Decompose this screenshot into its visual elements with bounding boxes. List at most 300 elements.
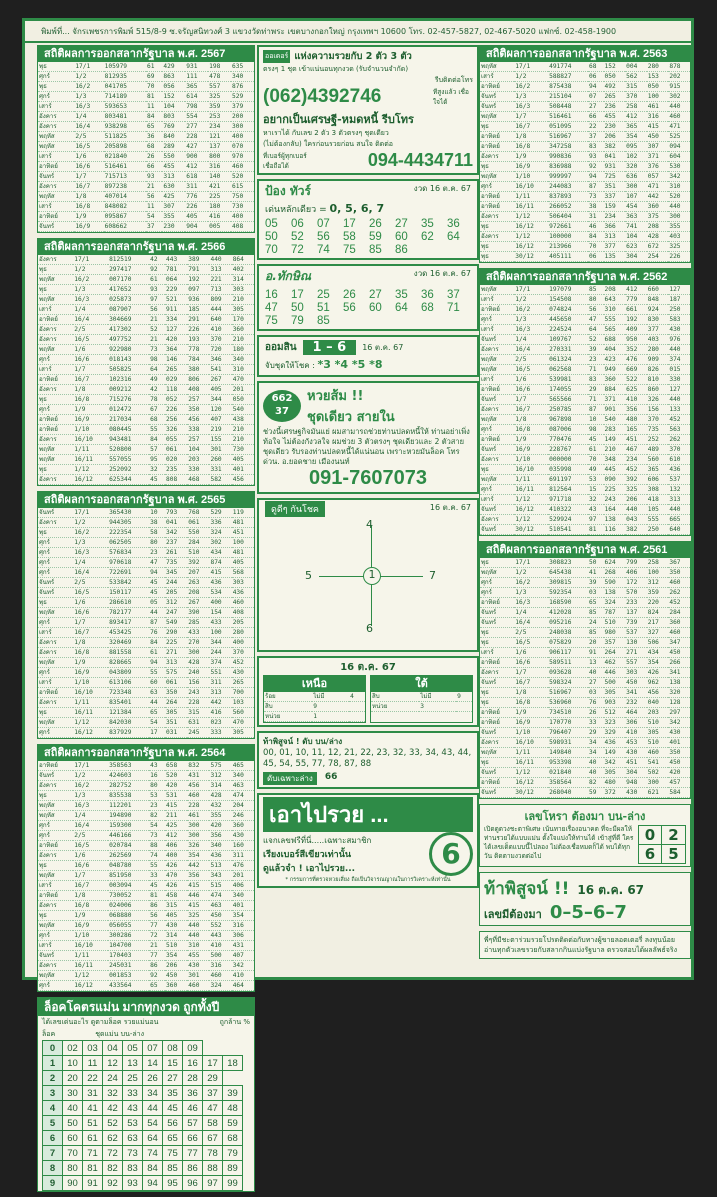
table-cell: 180 [208, 202, 231, 212]
table-cell: 041 [165, 518, 187, 528]
pong-lead-digits: 0, 5, 6, 7 [329, 202, 385, 215]
table-cell: 300 [187, 831, 209, 841]
table-cell: 552 [209, 921, 231, 931]
table-cell: 1/6 [73, 598, 108, 608]
table-cell: 262569 [108, 851, 149, 861]
table-cell: 116 [604, 525, 626, 535]
table-cell: 338 [187, 425, 209, 435]
table-cell: 021840 [104, 152, 146, 162]
table-cell: 948 [625, 778, 647, 788]
table-cell: 94 [149, 658, 165, 668]
table-cell: 420 [668, 768, 690, 778]
table-cell: 16/3 [514, 325, 548, 335]
table-cell: พฤหัส [38, 608, 73, 618]
table-cell: 860 [647, 385, 669, 395]
table-cell: ศุกร์ [38, 618, 73, 628]
table-row [38, 608, 254, 618]
table-cell: 302 [668, 92, 690, 102]
table-cell: 534 [209, 588, 231, 598]
table-cell: 201 [232, 871, 254, 881]
table-cell: 204 [232, 801, 254, 811]
table-cell: 491774 [548, 62, 588, 72]
lock-subtitle-left: ได้เลขเด่นอะไร ดูตามล็อค รวยแม่นอน [42, 1018, 159, 1026]
stat-table [480, 62, 690, 262]
table-cell: อังคาร [38, 961, 73, 971]
table-cell: เสาร์ [480, 325, 514, 335]
phone-1-note: ทีสูงแล้ว เชื่อใจได้ [433, 88, 469, 106]
table-cell: 418 [647, 495, 669, 505]
table-cell: 440 [668, 395, 690, 405]
table-cell: 27 [588, 678, 603, 688]
table-cell: 94 [588, 82, 603, 92]
table-cell: 84 [149, 435, 165, 445]
table-cell: อาทิตย์ [38, 375, 73, 385]
table-cell: 512 [604, 708, 626, 718]
table-cell: 280 [647, 62, 669, 72]
table-row [38, 295, 254, 305]
proof-special-value: 66 [324, 772, 338, 782]
lock-pair: 61 [83, 1131, 103, 1146]
table-cell: 800 [208, 152, 231, 162]
table-cell: 16/12 [514, 222, 548, 232]
table-cell: 354 [187, 851, 209, 861]
table-cell: พฤหัส [38, 921, 73, 931]
table-cell: 533842 [108, 578, 149, 588]
lock-subtitle-right: ถูกล้าน % [219, 1018, 250, 1026]
table-cell: 962 [647, 678, 669, 688]
table-cell: เสาร์ [38, 202, 74, 212]
table-cell: พฤหัส [480, 112, 514, 122]
omsin-sub-digits: *3 *4 *5 *8 [317, 358, 383, 371]
table-cell: 669 [625, 365, 647, 375]
table-cell: 541 [209, 365, 231, 375]
cross-top: 4 [366, 518, 373, 531]
table-cell: พฤหัส [38, 811, 73, 821]
rich-line1: แจกเลขฟรีที่นี่.....เฉพาะสมาชิก [263, 835, 372, 845]
omsin-range: 1 – 6 [303, 340, 357, 355]
table-cell: 61 [588, 445, 603, 455]
table-cell: 460 [232, 598, 254, 608]
huay-phone[interactable]: 091-7607073 [309, 467, 427, 489]
table-cell: 266052 [548, 202, 588, 212]
table-cell: 980 [604, 628, 626, 638]
table-cell: 103 [232, 698, 254, 708]
table-cell: 461 [187, 811, 209, 821]
lock-col-title: ชุดแม่น บน-ล่าง [95, 1030, 145, 1038]
table-cell: 400 [232, 638, 254, 648]
table-cell: 356 [209, 831, 231, 841]
stat-table [480, 558, 690, 798]
table-cell: 256 [165, 415, 187, 425]
table-cell: เสาร์ [480, 72, 514, 82]
table-cell: 057 [647, 172, 669, 182]
lock-pair: 24 [103, 1071, 123, 1086]
table-cell: 168590 [548, 598, 588, 608]
table-cell: 97 [588, 515, 603, 525]
table-row [480, 192, 690, 202]
table-cell: พฤหัส [38, 658, 73, 668]
table-cell: 342 [165, 528, 187, 538]
lock-pair: 71 [83, 1146, 103, 1161]
table-cell: จันทร์ [480, 335, 514, 345]
table-cell: 950 [625, 335, 647, 345]
table-cell: 64 [149, 365, 165, 375]
omsin-box [257, 335, 479, 377]
table-cell: ศุกร์ [480, 588, 514, 598]
table-cell: 1/3 [514, 315, 548, 325]
table-cell: 510 [647, 738, 669, 748]
table-cell: 1/10 [73, 425, 108, 435]
table-cell: 922980 [108, 345, 149, 355]
table-cell: 1/4 [514, 335, 548, 345]
table-cell: 576834 [108, 548, 149, 558]
table-cell: 741 [625, 222, 647, 232]
lucky-number: 60 [369, 302, 382, 314]
table-row [480, 315, 690, 325]
table-cell: 313 [604, 232, 626, 242]
table-cell: 405 [165, 911, 187, 921]
table-cell: 020 [165, 455, 187, 465]
table-cell: 809 [209, 295, 231, 305]
table-row [38, 961, 254, 971]
table-cell: 781 [165, 265, 187, 275]
table-cell: 300 [668, 212, 690, 222]
table-cell: 430 [187, 961, 209, 971]
lucky-number: 86 [395, 244, 408, 256]
table-cell: 700 [232, 688, 254, 698]
table-cell: 334 [165, 315, 187, 325]
lock-pair: 15 [163, 1056, 183, 1071]
lucky-number: 52 [291, 231, 304, 243]
table-cell: 185 [187, 305, 209, 315]
table-cell: ไม่มี [419, 692, 456, 702]
table-cell: 520 [231, 172, 254, 182]
table-cell: 420 [165, 335, 187, 345]
table-cell: 803 [162, 112, 185, 122]
table-cell: 043 [625, 515, 647, 525]
table-cell: 310 [232, 365, 254, 375]
table-cell: 30/12 [514, 252, 548, 262]
table-cell: 730 [232, 445, 254, 455]
lock-pair: 05 [123, 1041, 143, 1056]
table-cell: พฤหัส [480, 475, 514, 485]
table-cell: 210 [232, 425, 254, 435]
table-cell: อาทิตย์ [480, 598, 514, 608]
ajarn-box [257, 264, 479, 331]
table-cell: 121384 [108, 708, 149, 718]
table-row [38, 345, 254, 355]
table-cell: 1 [312, 712, 349, 722]
contact-line2: ตรงๆ 1 ชุด เข้าแน่นอนทุกงวด (รับจำนวนจำกัด) [263, 65, 409, 73]
table-cell: 826 [647, 365, 669, 375]
table-cell: 285 [187, 618, 209, 628]
table-cell: 180 [232, 345, 254, 355]
table-row [480, 415, 690, 425]
table-cell: 560 [232, 708, 254, 718]
table-cell: 91 [588, 648, 603, 658]
table-row [480, 475, 690, 485]
contact-line1: แห่งความรวยกับ 2 ตัว 3 ตัว [294, 51, 412, 62]
table-cell: 344 [209, 638, 231, 648]
table-cell: 614 [185, 92, 208, 102]
table-cell: 84 [588, 232, 603, 242]
table-row [38, 182, 254, 192]
lucky-number: 36 [447, 218, 460, 230]
lock-pair: 25 [123, 1071, 143, 1086]
table-cell: เสาร์ [38, 881, 73, 891]
table-cell: 210 [232, 295, 254, 305]
table-cell: 404 [604, 345, 626, 355]
table-cell: 990836 [548, 152, 588, 162]
table-cell: 095216 [548, 618, 588, 628]
table-cell: อาทิตย์ [38, 688, 73, 698]
table-cell: 206 [165, 961, 187, 971]
table-cell: อังคาร [38, 122, 74, 132]
table-cell: 36 [146, 132, 162, 142]
table-cell: 360 [604, 375, 626, 385]
table-cell: 1/10 [514, 172, 548, 182]
table-cell: ศุกร์ [38, 92, 74, 102]
twin-box [257, 656, 479, 727]
lock-number: 6 [43, 1131, 63, 1146]
table-cell: 310 [604, 305, 626, 315]
table-cell: 440 [668, 102, 690, 112]
lock-table [42, 1040, 243, 1191]
table-cell: 403 [668, 232, 690, 242]
table-cell: 215104 [548, 92, 588, 102]
table-cell: 468 [187, 475, 209, 485]
table-cell: จันทร์ [480, 445, 514, 455]
table-cell: 219 [209, 425, 231, 435]
table-cell: 428 [187, 658, 209, 668]
table-cell: 848082 [104, 202, 146, 212]
table-cell: 307 [162, 202, 185, 212]
lock-pair: 95 [163, 1176, 183, 1191]
table-cell: 380 [187, 365, 209, 375]
lock-pair: 73 [123, 1146, 143, 1161]
table-cell: 1/12 [514, 495, 548, 505]
table-cell: 45 [149, 881, 165, 891]
table-cell: 440 [668, 345, 690, 355]
table-cell: 2/5 [514, 628, 548, 638]
table-cell: 410322 [548, 505, 588, 515]
table-cell: 06 [588, 72, 603, 82]
table-cell: 024006 [108, 901, 149, 911]
table-cell: 064 [165, 275, 187, 285]
table-cell: 10 [149, 508, 165, 518]
table-row [480, 505, 690, 515]
table-cell: 73 [588, 192, 603, 202]
table-cell: 430 [625, 788, 647, 798]
table-cell: 035998 [548, 465, 588, 475]
table-cell: 16/12 [514, 505, 548, 515]
table-cell: 15 [588, 485, 603, 495]
lock-number: 3 [43, 1086, 63, 1101]
lock-pair: 67 [203, 1131, 223, 1146]
table-cell: 450 [668, 758, 690, 768]
table-cell: 782177 [108, 608, 149, 618]
table-cell: 211 [165, 811, 187, 821]
table-row [38, 385, 254, 395]
table-cell: 625344 [108, 475, 149, 485]
table-cell: 308 [647, 485, 669, 495]
table-cell: 44 [149, 698, 165, 708]
huay-headline-2: ชุดเดียว สายใน [307, 410, 395, 425]
table-cell: 1/3 [514, 92, 548, 102]
table-cell: พุธ [480, 558, 514, 568]
table-cell: 253 [208, 112, 231, 122]
table-cell: 618 [185, 172, 208, 182]
table-cell: 1/9 [73, 658, 108, 668]
table-cell: พฤหัส [38, 142, 74, 152]
table-cell: 193 [187, 335, 209, 345]
table-cell: 203 [187, 455, 209, 465]
lucky-number: 68 [421, 302, 434, 314]
table-cell: 446166 [108, 831, 149, 841]
table-cell: 415 [209, 568, 231, 578]
table-row [480, 708, 690, 718]
table-cell: 598931 [548, 738, 588, 748]
table-cell: 900 [185, 152, 208, 162]
table-cell: 331 [209, 465, 231, 475]
table-cell: อังคาร [38, 385, 73, 395]
stat-section-title: สถิติผลการออกสลากรัฐบาล พ.ศ. 2562 [480, 269, 690, 285]
table-cell: จันทร์ [480, 92, 514, 102]
lucky-number: 72 [291, 244, 304, 256]
lock-pair: 13 [123, 1056, 143, 1071]
table-cell: 208 [647, 222, 669, 232]
table-cell: 246 [232, 811, 254, 821]
table-cell: 245031 [108, 961, 149, 971]
table-cell: ศุกร์ [38, 405, 73, 415]
table-cell: 909 [647, 355, 669, 365]
table-cell: 244 [209, 648, 231, 658]
table-cell: 770476 [548, 435, 588, 445]
stat-section [37, 45, 255, 233]
table-row [480, 305, 690, 315]
table-cell: อังคาร [480, 345, 514, 355]
table-row [38, 801, 254, 811]
table-cell: 442 [187, 861, 209, 871]
table-cell: เสาร์ [38, 365, 73, 375]
table-cell: 16/7 [514, 678, 548, 688]
table-cell: 1/11 [514, 748, 548, 758]
lock-pair: 57 [183, 1116, 203, 1131]
lock-row [43, 1161, 243, 1176]
lock-pair: 29 [203, 1071, 223, 1086]
table-cell: 370 [209, 335, 231, 345]
table-row [480, 172, 690, 182]
table-cell: 510 [647, 718, 669, 728]
table-cell: 730 [231, 202, 254, 212]
omsin-sub-label: จับชุดให้โชค : [265, 361, 315, 370]
table-row [38, 265, 254, 275]
table-cell: 152 [604, 62, 626, 72]
table-cell: พุธ [480, 252, 514, 262]
table-cell: 1/12 [73, 465, 108, 475]
table-cell: 16/7 [73, 375, 108, 385]
table-cell: 392 [187, 558, 209, 568]
table-cell: 005 [208, 222, 231, 232]
table-cell: 264 [604, 648, 626, 658]
table-row [480, 162, 690, 172]
table-cell: 305 [232, 728, 254, 738]
table-cell: 541 [647, 758, 669, 768]
table-cell: 470 [165, 871, 187, 881]
table-cell: 358563 [108, 761, 149, 771]
table-cell: 425 [162, 192, 185, 202]
table-cell: 455 [162, 162, 185, 172]
table-cell: จันทร์ [480, 678, 514, 688]
table-cell: จันทร์ [480, 505, 514, 515]
table-cell: 21 [149, 335, 165, 345]
lock-pair: 94 [143, 1176, 163, 1191]
table-cell: 325 [625, 485, 647, 495]
table-cell: อังคาร [38, 112, 74, 122]
table-cell: 416 [208, 212, 231, 222]
table-cell: 1/12 [73, 718, 108, 728]
lucky-number: 37 [447, 289, 460, 301]
table-cell: 471 [668, 122, 690, 132]
table-cell: 23 [149, 801, 165, 811]
note-text: พี่ๆที่มีชะตาร่วมรวยโปรดติดต่อกับทางผู้ขายลอตเตอรี่ ลงทุนน้อย อ่านทุกตัวเลขรวยกับสลากกินแบ่งรัฐบาล ตรวจสอบได้ผลลัพธ์จริง [484, 936, 677, 954]
lock-pair: 56 [163, 1116, 183, 1131]
table-cell: 442 [209, 698, 231, 708]
table-cell: 233 [625, 598, 647, 608]
table-cell: 261 [165, 548, 187, 558]
table-cell: 640 [209, 315, 231, 325]
table-cell: 217 [647, 618, 669, 628]
table-cell: อังคาร [38, 518, 73, 528]
table-cell: 130 [625, 638, 647, 648]
table-cell: 425 [165, 821, 187, 831]
table-cell: 360 [165, 981, 187, 991]
table-cell: 17/1 [73, 255, 108, 265]
table-cell: 1/10 [73, 931, 108, 941]
table-row [480, 455, 690, 465]
table-cell: 408 [187, 385, 209, 395]
table-row [38, 465, 254, 475]
table-cell: 20 [588, 638, 603, 648]
phone-number-1[interactable]: (062)4392746 [263, 86, 382, 107]
table-cell: 16/6 [73, 608, 108, 618]
lucky-number: 50 [291, 302, 304, 314]
table-cell: ศุกร์ [480, 425, 514, 435]
lucky-number: 75 [343, 244, 356, 256]
table-cell [456, 702, 472, 712]
table-cell: 2/5 [73, 578, 108, 588]
phone-number-2[interactable]: 094-4434711 [367, 150, 473, 170]
table-cell: 326 [165, 425, 187, 435]
table-cell: พุธ [480, 638, 514, 648]
huay-box [257, 381, 479, 494]
table-cell: พฤหัส [480, 285, 514, 295]
table-cell: 549 [165, 618, 187, 628]
table-row [38, 82, 254, 92]
pong-tour-date: งวด 16 ต.ค. 67 [413, 184, 471, 193]
stat-section [479, 45, 691, 263]
lottery-sheet [22, 18, 694, 1189]
table-cell: 257 [187, 435, 209, 445]
table-cell: 92 [149, 265, 165, 275]
table-cell: 015 [668, 365, 690, 375]
table-cell: 390 [187, 608, 209, 618]
table-cell: อังคาร [480, 738, 514, 748]
table-cell: พฤหัส [480, 415, 514, 425]
table-cell: 355 [668, 222, 690, 232]
table-cell: 86 [149, 901, 165, 911]
table-row [480, 515, 690, 525]
